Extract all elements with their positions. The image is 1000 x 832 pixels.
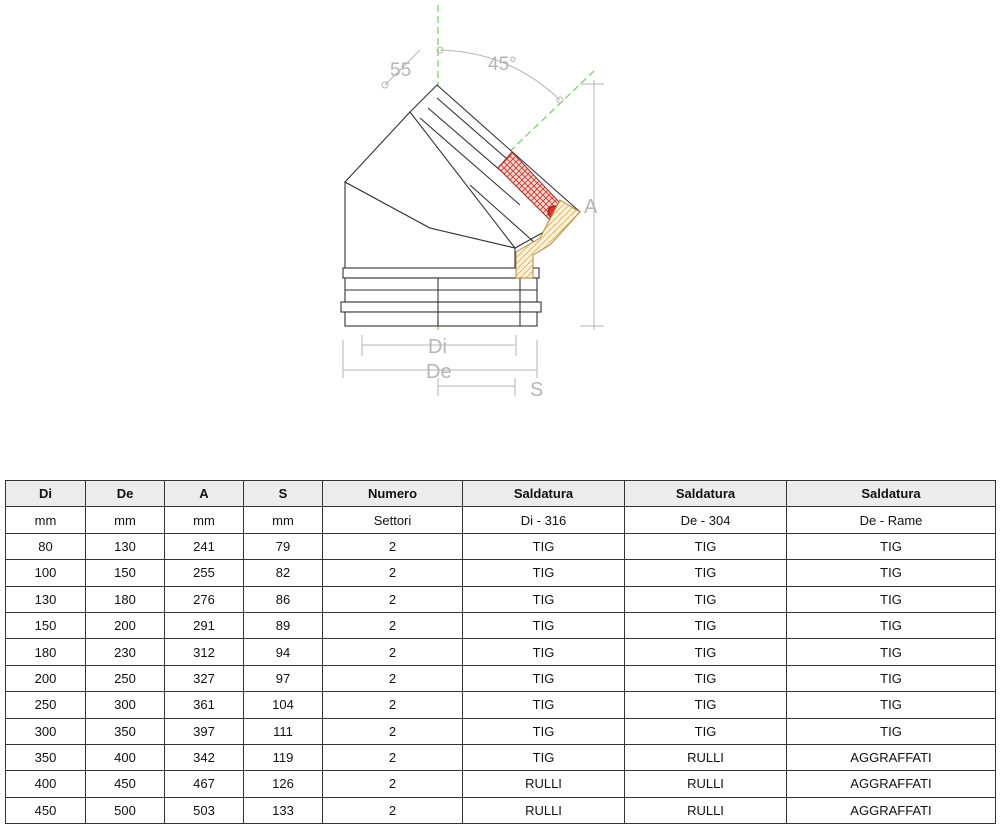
table-cell: 2 <box>323 692 463 718</box>
table-cell: 80 <box>6 533 86 559</box>
table-cell: 111 <box>244 718 323 744</box>
header-cell: Numero <box>323 481 463 507</box>
table-cell: 2 <box>323 639 463 665</box>
table-cell: 180 <box>6 639 86 665</box>
specification-table <box>5 480 996 824</box>
table-cell: 150 <box>6 612 86 638</box>
table-cell: 89 <box>244 612 323 638</box>
table-cell: TIG <box>463 692 625 718</box>
table-cell: TIG <box>463 612 625 638</box>
table-cell: 241 <box>165 533 244 559</box>
table-cell: 312 <box>165 639 244 665</box>
unit-cell: De - Rame <box>787 507 996 533</box>
header-cell: Di <box>6 481 86 507</box>
table-row <box>6 612 996 638</box>
table-cell: 79 <box>244 533 323 559</box>
table-cell: 2 <box>323 560 463 586</box>
table-cell: TIG <box>625 692 787 718</box>
table-cell: TIG <box>787 586 996 612</box>
table-cell: 2 <box>323 533 463 559</box>
unit-cell: Settori <box>323 507 463 533</box>
unit-cell: Di - 316 <box>463 507 625 533</box>
table-cell: 450 <box>6 797 86 823</box>
table-cell: TIG <box>625 612 787 638</box>
table-cell: TIG <box>787 665 996 691</box>
angle-45-label: 45° <box>488 54 517 75</box>
table-body <box>6 507 996 824</box>
header-row <box>6 481 996 507</box>
unit-cell: De - 304 <box>625 507 787 533</box>
table-cell: 291 <box>165 612 244 638</box>
table-cell: 255 <box>165 560 244 586</box>
table-cell: TIG <box>625 586 787 612</box>
header-cell: A <box>165 481 244 507</box>
table-cell: TIG <box>787 639 996 665</box>
table-cell: 327 <box>165 665 244 691</box>
table-cell: RULLI <box>625 744 787 770</box>
table-cell: TIG <box>625 665 787 691</box>
table-row <box>6 744 996 770</box>
table-cell: 361 <box>165 692 244 718</box>
unit-cell: mm <box>86 507 165 533</box>
dimension-a-label: A <box>584 196 598 218</box>
table-row <box>6 560 996 586</box>
table-cell: 350 <box>6 744 86 770</box>
table-cell: TIG <box>463 639 625 665</box>
table-cell: 2 <box>323 612 463 638</box>
table-cell: 119 <box>244 744 323 770</box>
table-row <box>6 639 996 665</box>
table-row <box>6 797 996 823</box>
dimension-de-label: De <box>426 361 452 383</box>
table-cell: RULLI <box>463 771 625 797</box>
table-cell: 130 <box>6 586 86 612</box>
table-cell: TIG <box>787 718 996 744</box>
table-cell: 250 <box>6 692 86 718</box>
table-cell: 2 <box>323 665 463 691</box>
dimension-s-label: S <box>530 379 544 401</box>
table-cell: TIG <box>787 533 996 559</box>
table-row <box>6 771 996 797</box>
table-cell: TIG <box>625 718 787 744</box>
table-cell: 2 <box>323 771 463 797</box>
table-cell: AGGRAFFATI <box>787 797 996 823</box>
unit-cell: mm <box>165 507 244 533</box>
table-cell: RULLI <box>463 797 625 823</box>
table-row <box>6 586 996 612</box>
table-cell: TIG <box>463 665 625 691</box>
table-cell: 200 <box>86 612 165 638</box>
table-cell: 230 <box>86 639 165 665</box>
table-cell: 126 <box>244 771 323 797</box>
table-cell: 342 <box>165 744 244 770</box>
dimension-di-label: Di <box>428 336 447 358</box>
table-cell: TIG <box>463 586 625 612</box>
table-cell: 2 <box>323 744 463 770</box>
table-cell: TIG <box>625 533 787 559</box>
angle-55-label: 55 <box>390 60 412 81</box>
table-cell: 100 <box>6 560 86 586</box>
table-cell: AGGRAFFATI <box>787 771 996 797</box>
units-row <box>6 507 996 533</box>
table-cell: TIG <box>463 744 625 770</box>
table-cell: 200 <box>6 665 86 691</box>
table-cell: 400 <box>6 771 86 797</box>
table-cell: 2 <box>323 586 463 612</box>
table-cell: 400 <box>86 744 165 770</box>
table-cell: RULLI <box>625 771 787 797</box>
table-cell: TIG <box>787 692 996 718</box>
table-cell: 94 <box>244 639 323 665</box>
table-cell: 150 <box>86 560 165 586</box>
table-cell: 82 <box>244 560 323 586</box>
table-cell: 397 <box>165 718 244 744</box>
table-cell: 2 <box>323 718 463 744</box>
table-cell: 180 <box>86 586 165 612</box>
header-cell: Saldatura <box>463 481 625 507</box>
table-cell: 130 <box>86 533 165 559</box>
table-cell: 97 <box>244 665 323 691</box>
table-cell: RULLI <box>625 797 787 823</box>
table-cell: 300 <box>86 692 165 718</box>
table-cell: TIG <box>463 718 625 744</box>
header-cell: Saldatura <box>625 481 787 507</box>
table-row <box>6 665 996 691</box>
table-cell: TIG <box>625 560 787 586</box>
table-cell: TIG <box>787 612 996 638</box>
table-cell: TIG <box>625 639 787 665</box>
table-cell: 350 <box>86 718 165 744</box>
table-row <box>6 533 996 559</box>
table-cell: TIG <box>463 533 625 559</box>
table-cell: TIG <box>787 560 996 586</box>
table-cell: 2 <box>323 797 463 823</box>
table-cell: 86 <box>244 586 323 612</box>
table-cell: 133 <box>244 797 323 823</box>
unit-cell: mm <box>6 507 86 533</box>
table-cell: 503 <box>165 797 244 823</box>
table-row <box>6 692 996 718</box>
table-cell: TIG <box>463 560 625 586</box>
table-cell: 300 <box>6 718 86 744</box>
table-cell: 500 <box>86 797 165 823</box>
unit-cell: mm <box>244 507 323 533</box>
table-cell: 450 <box>86 771 165 797</box>
header-cell: De <box>86 481 165 507</box>
table-cell: 276 <box>165 586 244 612</box>
table-cell: 104 <box>244 692 323 718</box>
table-cell: 467 <box>165 771 244 797</box>
table-row <box>6 718 996 744</box>
header-cell: Saldatura <box>787 481 996 507</box>
table-cell: 250 <box>86 665 165 691</box>
table-cell: AGGRAFFATI <box>787 744 996 770</box>
header-cell: S <box>244 481 323 507</box>
